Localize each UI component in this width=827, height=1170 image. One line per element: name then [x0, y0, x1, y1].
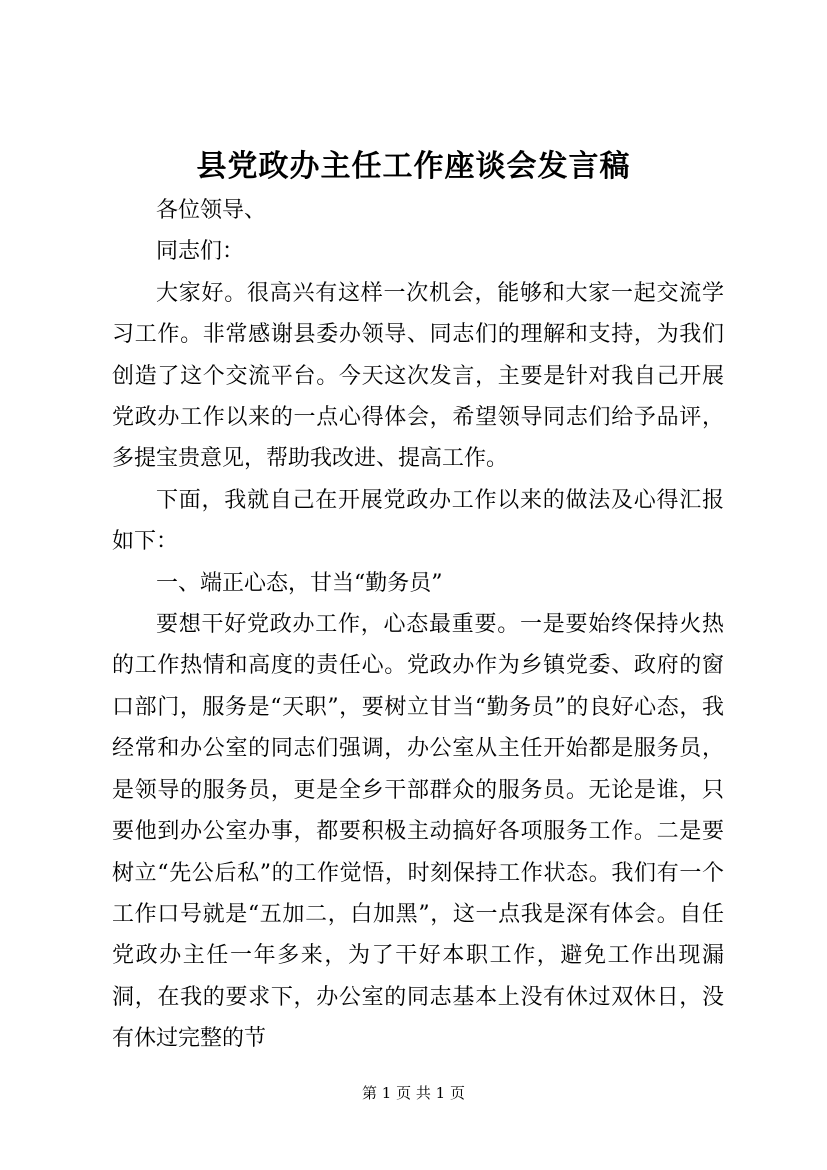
document-title: 县党政办主任工作座谈会发言稿 — [196, 149, 631, 184]
section-heading-1: 一、端正心态，甘当“勤务员” — [156, 570, 443, 596]
paragraph-intro: 下面，我就自己在开展党政办工作以来的做法及心得汇报如下： — [112, 487, 724, 555]
paragraph-section-1: 要想干好党政办工作，心态最重要。一是要始终保持火热的工作热情和高度的责任心。党政办作为乡镇党委、政府的窗口部门，服务是“天职”，要树立甘当“勤务员”的良好心态，我经常和办公室的同志们强调，办公室从主任开始都是服务员，是领导的服务员，更是全乡干部群众的服务员。无论是谁，只要他到办公室办事，都要积极主动搞好各项服务工作。二是要树立“先公后私”的工作觉悟，时刻保持工作状态。我们有一个工作口号就是“五加二，白加黑”，这一点我是深有体会。自任党政办主任一年多来，为了干好本职工作，避免工作出现漏洞，在我的要求下，办公室的同志基本上没有休过双休日，没有休过完整的节 — [112, 612, 724, 1052]
salutation-line-2: 同志们： — [156, 239, 245, 265]
document-body — [112, 190, 724, 1060]
page-footer: 第 1 页 共 1 页 — [362, 1084, 465, 1102]
paragraph-greeting: 大家好。很高兴有这样一次机会，能够和大家一起交流学习工作。非常感谢县委办领导、同志们的理解和支持，为我们创造了这个交流平台。今天这次发言，主要是针对我自己开展党政办工作以来的一点心得体会，希望领导同志们给予品评，多提宝贵意见，帮助我改进、提高工作。 — [112, 280, 724, 472]
salutation-line-1: 各位领导、 — [156, 198, 267, 223]
